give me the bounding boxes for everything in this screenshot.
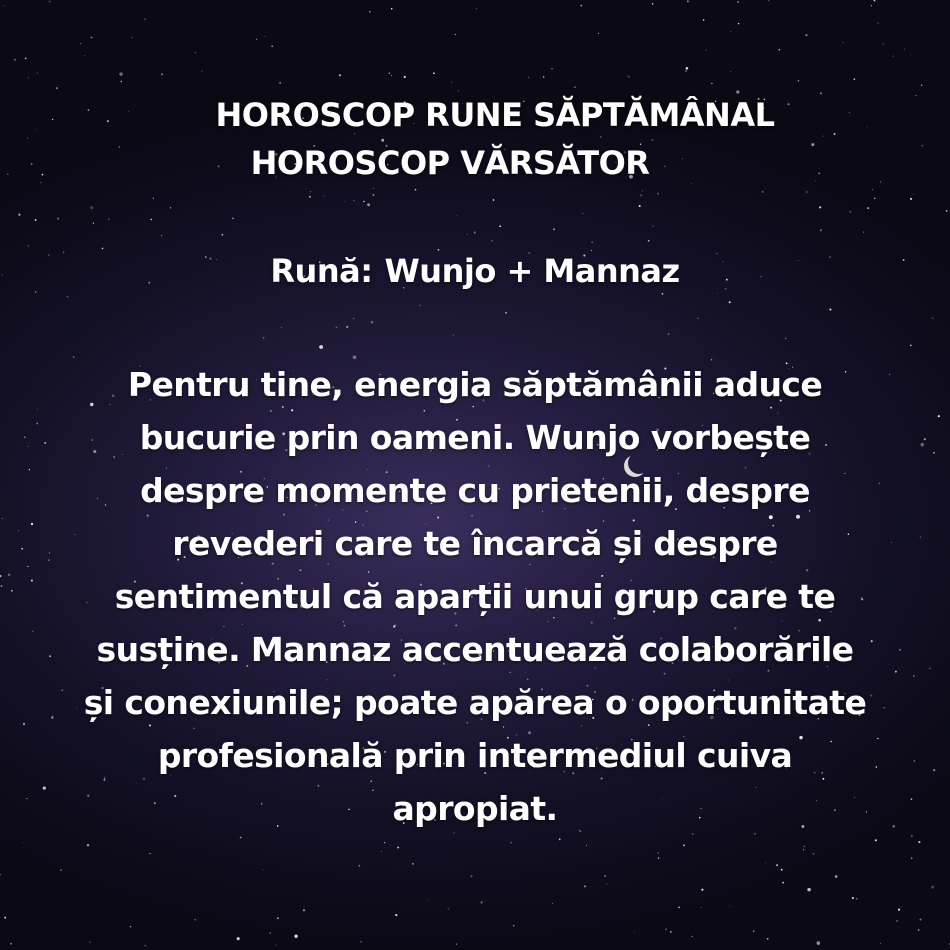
star	[662, 293, 664, 295]
star	[729, 905, 730, 906]
star	[678, 906, 680, 908]
star	[404, 76, 406, 78]
star	[237, 937, 240, 940]
star	[737, 1, 739, 3]
star	[856, 898, 858, 900]
star	[874, 198, 876, 200]
star	[170, 207, 171, 208]
star	[130, 926, 132, 928]
star	[691, 936, 692, 937]
star	[910, 345, 912, 347]
star	[358, 865, 360, 867]
star	[102, 248, 104, 250]
star	[456, 943, 457, 944]
star	[360, 941, 362, 943]
star	[263, 337, 265, 339]
star	[628, 76, 630, 78]
star	[256, 39, 257, 40]
star	[586, 845, 587, 846]
title-line-2: HOROSCOP VĂRSĂTOR	[250, 144, 650, 182]
star	[691, 183, 692, 184]
star	[339, 74, 341, 76]
star	[753, 930, 754, 931]
star	[345, 201, 346, 202]
star	[161, 73, 163, 75]
star	[913, 194, 914, 195]
star	[849, 211, 851, 213]
star	[779, 49, 781, 51]
star	[817, 941, 821, 945]
star	[670, 931, 672, 933]
star	[415, 189, 417, 191]
star	[657, 193, 659, 195]
star	[391, 75, 392, 76]
star	[877, 22, 879, 24]
star	[842, 42, 843, 43]
star	[276, 945, 277, 946]
star	[25, 57, 27, 59]
star	[767, 938, 769, 940]
star	[27, 137, 28, 138]
star	[194, 919, 195, 920]
star	[93, 223, 94, 224]
star	[56, 87, 58, 89]
star	[511, 842, 512, 843]
star	[120, 81, 122, 83]
star	[37, 72, 38, 73]
star	[551, 68, 552, 69]
star	[363, 201, 364, 202]
star	[35, 291, 37, 293]
star	[474, 232, 476, 234]
star	[648, 240, 650, 242]
text-line: revederi care te încarcă și despre	[172, 524, 778, 563]
star	[921, 85, 922, 86]
star	[882, 43, 883, 44]
star	[202, 71, 203, 72]
star	[711, 83, 712, 84]
star	[911, 835, 913, 837]
star	[145, 945, 146, 946]
star	[371, 321, 374, 324]
star	[820, 229, 822, 231]
star	[151, 219, 152, 220]
star	[639, 205, 641, 207]
star	[433, 72, 435, 74]
star	[642, 190, 643, 191]
text-line: bucurie prin oameni. Wunjo vorbește	[139, 418, 811, 457]
star	[640, 194, 642, 196]
star	[240, 837, 242, 839]
star	[807, 888, 811, 892]
star	[600, 136, 602, 138]
star	[871, 5, 872, 6]
star	[222, 234, 224, 236]
star	[294, 935, 297, 938]
star	[161, 235, 162, 236]
star	[397, 847, 399, 849]
star	[736, 90, 739, 93]
star	[918, 841, 920, 843]
star	[867, 207, 869, 209]
star	[491, 240, 492, 241]
star	[690, 323, 691, 324]
star	[805, 34, 807, 36]
star	[528, 77, 529, 78]
star	[476, 8, 477, 9]
star	[427, 899, 428, 900]
text-line: și conexiunile; poate apărea o oportunitate	[83, 683, 867, 722]
star	[264, 36, 265, 37]
star	[653, 226, 654, 227]
star	[813, 853, 815, 855]
star	[369, 11, 370, 12]
star	[804, 846, 805, 847]
star	[901, 907, 902, 908]
star	[829, 308, 831, 310]
star	[455, 34, 456, 35]
star	[310, 191, 311, 192]
star	[683, 845, 685, 847]
star	[381, 851, 382, 852]
star	[323, 196, 324, 197]
star	[730, 31, 731, 32]
star	[336, 327, 338, 329]
star	[119, 72, 122, 75]
star	[604, 875, 606, 877]
star	[271, 45, 273, 47]
star	[372, 194, 374, 196]
star	[920, 919, 922, 921]
star	[90, 206, 93, 209]
star	[898, 909, 900, 911]
star	[798, 80, 800, 82]
star	[23, 842, 24, 843]
star	[553, 228, 555, 230]
star	[606, 883, 607, 884]
star	[28, 77, 29, 78]
star	[0, 874, 1, 875]
star	[87, 844, 89, 846]
star	[346, 326, 348, 328]
star	[144, 18, 145, 19]
rune-label: Rună:	[270, 252, 373, 290]
star	[931, 886, 934, 889]
star	[18, 214, 20, 216]
star	[381, 139, 384, 142]
star	[84, 55, 85, 56]
star	[384, 842, 385, 843]
star	[40, 182, 41, 183]
star	[875, 839, 877, 841]
star	[658, 857, 659, 858]
title-line-1: HOROSCOP RUNE SĂPTĂMÂNAL	[215, 96, 775, 134]
star	[820, 93, 821, 94]
text-line: apropiat.	[392, 789, 558, 828]
star	[918, 929, 920, 931]
star	[319, 345, 323, 349]
star	[582, 213, 583, 214]
star	[153, 198, 154, 199]
star	[467, 234, 468, 235]
star	[932, 317, 933, 318]
rune-value: Wunjo + Mannaz	[384, 252, 680, 290]
star	[4, 917, 6, 919]
star	[309, 196, 311, 198]
star	[80, 43, 81, 44]
star	[91, 37, 93, 39]
star	[513, 925, 514, 926]
star	[89, 941, 91, 943]
star	[420, 305, 421, 306]
star	[453, 334, 454, 335]
star	[893, 56, 894, 57]
star	[49, 0, 51, 2]
star	[904, 49, 905, 50]
star	[4, 5, 5, 6]
star	[697, 318, 698, 319]
star	[823, 135, 824, 136]
star	[132, 37, 133, 38]
star	[67, 296, 68, 297]
star	[701, 907, 702, 908]
star	[493, 199, 495, 201]
horoscope-text	[0, 358, 950, 835]
star	[705, 49, 706, 50]
star	[668, 333, 670, 335]
star	[687, 0, 689, 2]
star	[481, 901, 483, 903]
star	[14, 59, 16, 61]
star	[776, 864, 778, 866]
star	[57, 218, 59, 220]
star	[10, 943, 12, 945]
star	[505, 312, 507, 314]
star	[591, 250, 592, 251]
star	[281, 327, 282, 328]
star	[458, 90, 460, 92]
star	[584, 885, 586, 887]
star	[391, 8, 393, 10]
star	[911, 857, 913, 859]
star	[730, 71, 731, 72]
star	[703, 19, 705, 21]
star	[232, 218, 234, 220]
star	[35, 219, 37, 221]
star	[279, 82, 281, 84]
text-line: Pentru tine, energia săptămânii aduce	[127, 365, 823, 404]
star	[896, 920, 898, 922]
star	[872, 189, 873, 190]
star	[108, 219, 109, 220]
star	[353, 318, 354, 319]
star	[438, 249, 440, 251]
star	[580, 5, 582, 7]
star	[591, 242, 592, 243]
star	[835, 875, 838, 878]
star	[782, 882, 784, 884]
star	[456, 215, 457, 216]
star	[946, 210, 948, 212]
star	[195, 52, 196, 53]
star	[574, 86, 575, 87]
star	[263, 869, 264, 870]
star	[559, 838, 561, 840]
star	[543, 76, 544, 77]
rune-line	[0, 252, 950, 290]
star	[634, 931, 635, 932]
star	[395, 914, 397, 916]
text-line: profesională prin intermediul cuiva	[157, 736, 793, 775]
star	[499, 225, 501, 227]
star	[729, 301, 731, 303]
star	[28, 245, 29, 246]
star	[389, 73, 390, 74]
star	[701, 889, 703, 891]
star	[803, 849, 804, 850]
star	[270, 933, 271, 934]
star	[451, 82, 452, 83]
star	[854, 78, 856, 80]
star	[819, 206, 821, 208]
star	[412, 863, 414, 865]
star	[765, 862, 766, 863]
text-line: despre momente cu prietenii, despre	[140, 471, 810, 510]
star	[781, 869, 783, 871]
star	[863, 232, 864, 233]
star	[367, 203, 370, 206]
star	[277, 917, 279, 919]
text-line: susține. Mannaz accentuează colaborările	[96, 630, 854, 669]
star	[686, 67, 689, 70]
star	[806, 191, 808, 193]
star	[149, 853, 150, 854]
star	[353, 200, 354, 201]
star	[762, 191, 763, 192]
star	[598, 33, 599, 34]
star	[658, 852, 659, 853]
star	[738, 23, 739, 24]
star	[685, 70, 687, 72]
star	[785, 338, 786, 339]
star	[768, 0, 769, 1]
star	[373, 188, 374, 189]
star	[880, 943, 881, 944]
star	[652, 139, 654, 141]
star	[852, 897, 854, 899]
star	[910, 198, 912, 200]
star	[717, 293, 718, 294]
star	[652, 3, 654, 5]
star	[303, 909, 305, 911]
text-line: sentimentul că aparții unui grup care te	[114, 577, 836, 616]
star	[665, 929, 666, 930]
star	[448, 908, 449, 909]
star	[471, 875, 473, 877]
star	[552, 903, 553, 904]
star	[60, 869, 62, 871]
